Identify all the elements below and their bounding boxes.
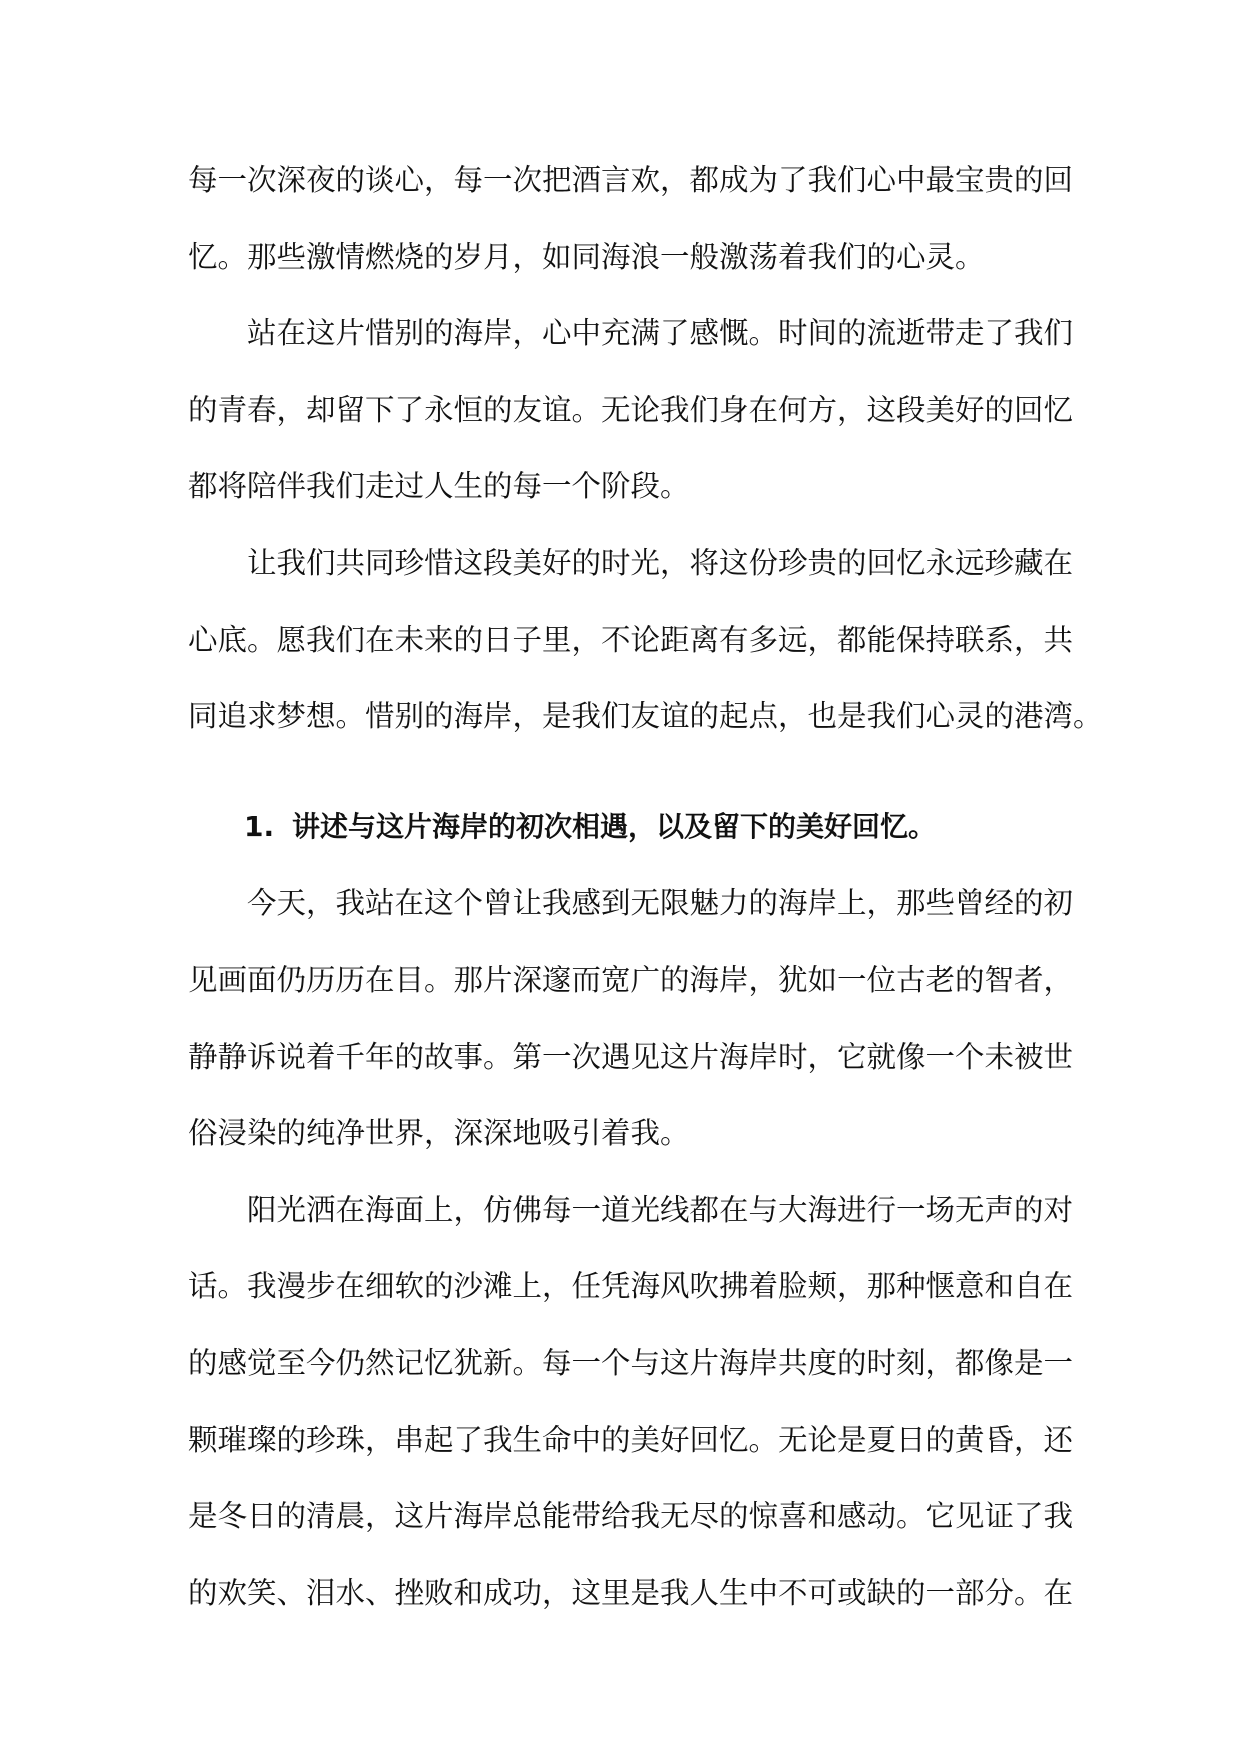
heading-text: 讲述与这片海岸的初次相遇，以及留下的美好回忆。 xyxy=(292,809,937,843)
document-body xyxy=(188,142,1103,1631)
section-heading xyxy=(188,789,1054,866)
text-line: 静静诉说着千年的故事。第一次遇见这片海岸时，它就像一个未被世 xyxy=(188,1039,1074,1074)
text-line: 俗浸染的纯净世界，深深地吸引着我。 xyxy=(188,1116,690,1151)
text-line: 每一次深夜的谈心，每一次把酒言欢，都成为了我们心中最宝贵的回 xyxy=(188,163,1074,197)
paragraph-4 xyxy=(188,865,1074,1171)
text-line: 今天，我站在这个曾让我感到无限魅力的海岸上，那些曾经的初 xyxy=(247,886,1074,921)
paragraph-1 xyxy=(188,142,1074,295)
text-line: 见画面仍历历在目。那片深邃而宽广的海岸，犹如一位古老的智者， xyxy=(188,962,1074,997)
text-line: 忆。那些激情燃烧的岁月，如同海浪一般激荡着我们的心灵。 xyxy=(188,239,985,274)
text-line: 同追求梦想。惜别的海岸，是我们友谊的起点，也是我们心灵的港湾。 xyxy=(188,699,1103,734)
heading-number: 1. xyxy=(244,809,275,843)
paragraph-5 xyxy=(188,1172,1074,1632)
text-line: 让我们共同珍惜这段美好的时光，将这份珍贵的回忆永远珍藏在 xyxy=(247,545,1074,580)
text-line: 的欢笑、泪水、挫败和成功，这里是我人生中不可或缺的一部分。在 xyxy=(188,1575,1074,1610)
text-line: 心底。愿我们在未来的日子里，不论距离有多远，都能保持联系，共 xyxy=(188,622,1074,657)
paragraph-2 xyxy=(188,295,1074,525)
text-line: 的感觉至今仍然记忆犹新。每一个与这片海岸共度的时刻，都像是一 xyxy=(188,1345,1074,1380)
text-line: 都将陪伴我们走过人生的每一个阶段。 xyxy=(188,469,690,504)
text-line: 的青春，却留下了永恒的友谊。无论我们身在何方，这段美好的回忆 xyxy=(188,392,1074,427)
section-spacer xyxy=(188,755,1054,789)
text-line: 站在这片惜别的海岸，心中充满了感慨。时间的流逝带走了我们 xyxy=(247,316,1074,351)
text-line: 是冬日的清晨，这片海岸总能带给我无尽的惊喜和感动。它见证了我 xyxy=(188,1499,1074,1534)
paragraph-3 xyxy=(188,525,1103,755)
text-line: 话。我漫步在细软的沙滩上，任凭海风吹拂着脸颊，那种惬意和自在 xyxy=(188,1269,1074,1304)
text-line: 颗璀璨的珍珠，串起了我生命中的美好回忆。无论是夏日的黄昏，还 xyxy=(188,1422,1074,1457)
text-line: 阳光洒在海面上，仿佛每一道光线都在与大海进行一场无声的对 xyxy=(247,1192,1074,1227)
